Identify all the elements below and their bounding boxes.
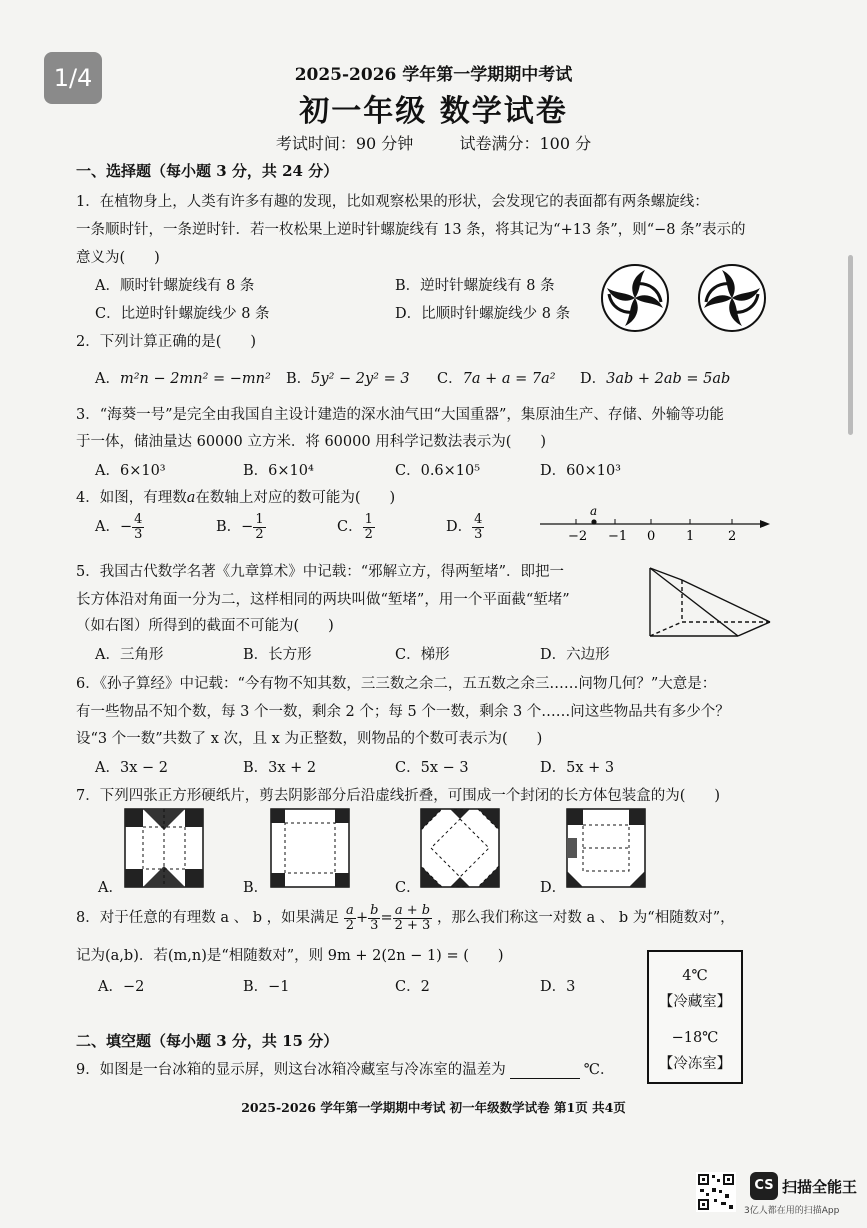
q4-option-b [216,513,266,541]
q4-stem-var: a [186,490,196,506]
q6-line3: 设“3 个一数”共数了 x 次，且 x 为正整数，则物品的个数可表示为( ) [76,731,543,747]
q3-option-a: A．6×10³ [95,463,166,479]
q2-option-b [286,367,410,388]
q8-f3-den: 2 + 3 [394,917,431,933]
number-line-ticks [576,519,732,524]
fridge-temp-refrigerator: 4℃ [682,968,708,984]
q4-c-den: 2 [364,526,373,542]
tick-label-neg1: −1 [608,529,628,544]
q4-b-label: B． [216,519,242,536]
exam-term-title: 2025-2026 学年第一学期期中考试 [294,65,573,85]
q4-option-d [446,513,484,541]
q2-stem: 2．下列计算正确的是( ) [76,334,257,350]
q8-fraction-sum [393,904,433,932]
q7-option-d: D． [540,880,567,896]
q1-line3: 意义为( ) [76,250,160,266]
q2-b-label: B． [286,371,312,387]
q8-option-c: C．2 [395,979,430,995]
q2-a-label: A． [95,371,120,387]
q8-fraction-a2 [344,904,356,932]
q8-option-b: B．−1 [243,979,290,995]
exam-info [0,131,867,154]
q4-stem-post: 在数轴上对应的数可能为( ) [195,490,396,506]
q5-line3: （如右图）所得到的截面不可能为( ) [76,618,334,634]
fridge-temp-freezer: −18℃ [671,1030,719,1046]
q4-d-num: 4 [474,512,483,527]
q4-d-label: D． [446,519,473,536]
q4-c-num: 1 [364,512,373,527]
q5-option-d: D．六边形 [540,647,610,663]
q8-plus: + [355,910,369,927]
q5-line1: 5．我国古代数学名著《九章算术》中记载：“邪解立方，得两堑堵”．即把一 [76,564,565,580]
q4-a-label: A． [95,519,120,536]
exam-time: 考试时间：90 分钟 [275,134,414,153]
q4-b-den: 2 [255,526,264,542]
q4-d-den: 3 [474,526,483,542]
q4-a-den: 3 [134,526,143,542]
number-line-figure [538,502,774,546]
q1-line2: 一条顺时针，一条逆时针．若一枚松果上逆时针螺旋线有 13 条，将其记为“+13 条”，则“−8 条”表示的 [76,222,746,238]
q2-d-expr: 3ab + 2ab = 5ab [606,371,731,387]
number-line-point-label: a [590,504,598,518]
page-footer: 2025-2026 学年第一学期期中考试 初一年级数学试卷 第1页 共4页 [241,1100,626,1115]
scan-app-subtitle: 3亿人都在用的扫描App [744,1206,840,1216]
q7-figure-c [420,808,500,888]
q2-a-expr: ²n − 2mn² = −mn² [133,371,271,387]
q4-option-c [337,513,375,541]
pinecone-spiral-figure [600,262,770,334]
q8-f2-den: 3 [370,917,379,933]
q1-line1: 1．在植物身上，人类有许多有趣的发现，比如观察松果的形状，会发现它的表面都有两条螺旋线： [76,194,709,210]
tick-label-neg2: −2 [568,529,588,544]
q3-option-b: B．6×10⁴ [243,463,314,479]
pinecone-counterclockwise-icon [699,265,765,331]
q1-option-c: C．比逆时针螺旋线少 8 条 [95,306,270,322]
q8-line1-post: ，那么我们称这一对数 a 、 b 为“相随数对”， [436,910,735,927]
q8-f1-den: 2 [345,917,354,933]
q6-line1: 6．《孙子算经》中记载：“今有物不知其数，三三数之余二，五五数之余三……问物几何？”大意是： [76,676,717,692]
q8-fraction-b3 [368,904,380,932]
q8-option-a: A．−2 [98,979,145,995]
q8-line1 [76,904,735,932]
fridge-label-freezer: 【冷冻室】 [658,1056,732,1072]
q8-line2: 记为(a,b)．若(m,n)是“相随数对”，则 9m + 2(2n − 1) = ( ) [76,948,504,964]
q2-option-d [580,367,730,388]
number-line-point-a [591,519,596,524]
q6-option-a: A．3x − 2 [95,760,168,776]
q6-option-d: D．5x + 3 [540,760,615,776]
scan-app-title: 扫描全能王 [782,1177,858,1196]
q6-option-c: C．5x − 3 [395,760,469,776]
q4-stem [76,486,395,507]
page-indicator-badge[interactable]: 1/4 [44,52,102,104]
q1-option-d: D．比顺时针螺旋线少 8 条 [395,306,571,322]
q4-c-label: C． [337,519,363,536]
q2-option-a [95,367,271,388]
section-fill-title: 二、填空题（每小题 3 分，共 15 分） [76,1032,339,1050]
q9-stem-post: ℃． [583,1062,615,1078]
q3-option-d: D．60×10³ [540,463,621,479]
q9-stem [76,1058,614,1079]
q2-b-expr: 5y² − 2y² = 3 [311,371,410,387]
q1-option-b: B．逆时针螺旋线有 8 条 [395,278,555,294]
number-line-arrow-icon [760,520,770,528]
exam-paper-title: 初一年级 数学试卷 [299,94,568,129]
q2-d-label: D． [580,371,607,387]
q9-stem-pre: 9．如图是一台冰箱的显示屏，则这台冰箱冷藏室与冷冻室的温差为 [76,1062,506,1078]
section-choice-title: 一、选择题（每小题 3 分，共 24 分） [76,162,339,180]
q7-option-b: B． [243,880,269,896]
tick-label-1: 1 [686,529,695,544]
q7-figure-b [270,808,350,888]
q8-f2-num: b [370,903,379,918]
q5-line2: 长方体沿对角面一分为二，这样相同的两块叫做“堑堵”，用一个平面截“堑堵” [76,592,570,608]
q5-option-b: B．长方形 [243,647,312,663]
fridge-display-panel [647,950,743,1084]
q7-figure-d [566,808,646,888]
q4-a-num: 4 [134,512,143,527]
q4-a-sign: − [119,519,133,536]
q8-option-d: D．3 [540,979,576,995]
q7-option-c: C． [395,880,421,896]
full-score: 试卷满分：100 分 [459,134,592,153]
pinecone-clockwise-icon [602,265,668,331]
scan-app-logo-icon: CS [750,1172,778,1200]
qiandu-prism-figure [638,562,778,648]
q8-eq: = [380,910,393,927]
q5-option-c: C．梯形 [395,647,450,663]
q3-line1: 3．“海葵一号”是完全由我国自主设计建造的深水油气田“大国重器”，集原油生产、存储、外输等功能 [76,407,724,423]
q6-line2: 有一些物品不知个数，每 3 个一数，剩余 2 个；每 5 个一数，剩余 3 个……问这些物品共有多少个？ [76,704,730,720]
q2-a-expr-var: m [119,371,134,387]
q9-answer-blank[interactable] [510,1077,580,1079]
q4-stem-pre: 4．如图，有理数 [76,490,187,506]
qr-code-icon [696,1172,736,1212]
q6-option-b: B．3x + 2 [243,760,317,776]
q2-c-expr: 7a + a = 7a² [462,371,556,387]
q4-b-sign: − [241,519,254,536]
q4-option-a [95,513,144,541]
q3-option-c: C．0.6×10⁵ [395,463,481,479]
scan-app-badge [750,1172,857,1200]
q4-a-fraction [132,513,144,541]
q7-option-a: A． [98,880,123,896]
q5-option-a: A．三角形 [95,647,164,663]
tick-label-0: 0 [647,529,656,544]
q2-c-label: C． [437,371,463,387]
q2-option-c [437,367,556,388]
q4-c-fraction [363,513,375,541]
q4-d-fraction [472,513,484,541]
q4-b-num: 1 [255,512,264,527]
q8-f1-num: a [344,904,356,919]
q7-stem: 7．下列四张正方形硬纸片，剪去阴影部分后沿虚线折叠，可围成一个封闭的长方体包装盒的为( ) [76,788,721,804]
tick-label-2: 2 [728,529,737,544]
q1-option-a: A．顺时针螺旋线有 8 条 [95,278,255,294]
q3-line2: 于一体，储油量达 60000 立方米．将 60000 用科学记数法表示为( ) [76,434,547,450]
vertical-scrollbar[interactable] [848,255,853,435]
q4-b-fraction [253,513,265,541]
q8-f3-num: a + b [393,904,433,919]
fridge-label-refrigerator: 【冷藏室】 [658,994,732,1010]
q7-figure-a [124,808,204,888]
q8-line1-pre: 8．对于任意的有理数 a 、 b ，如果满足 [76,910,340,927]
